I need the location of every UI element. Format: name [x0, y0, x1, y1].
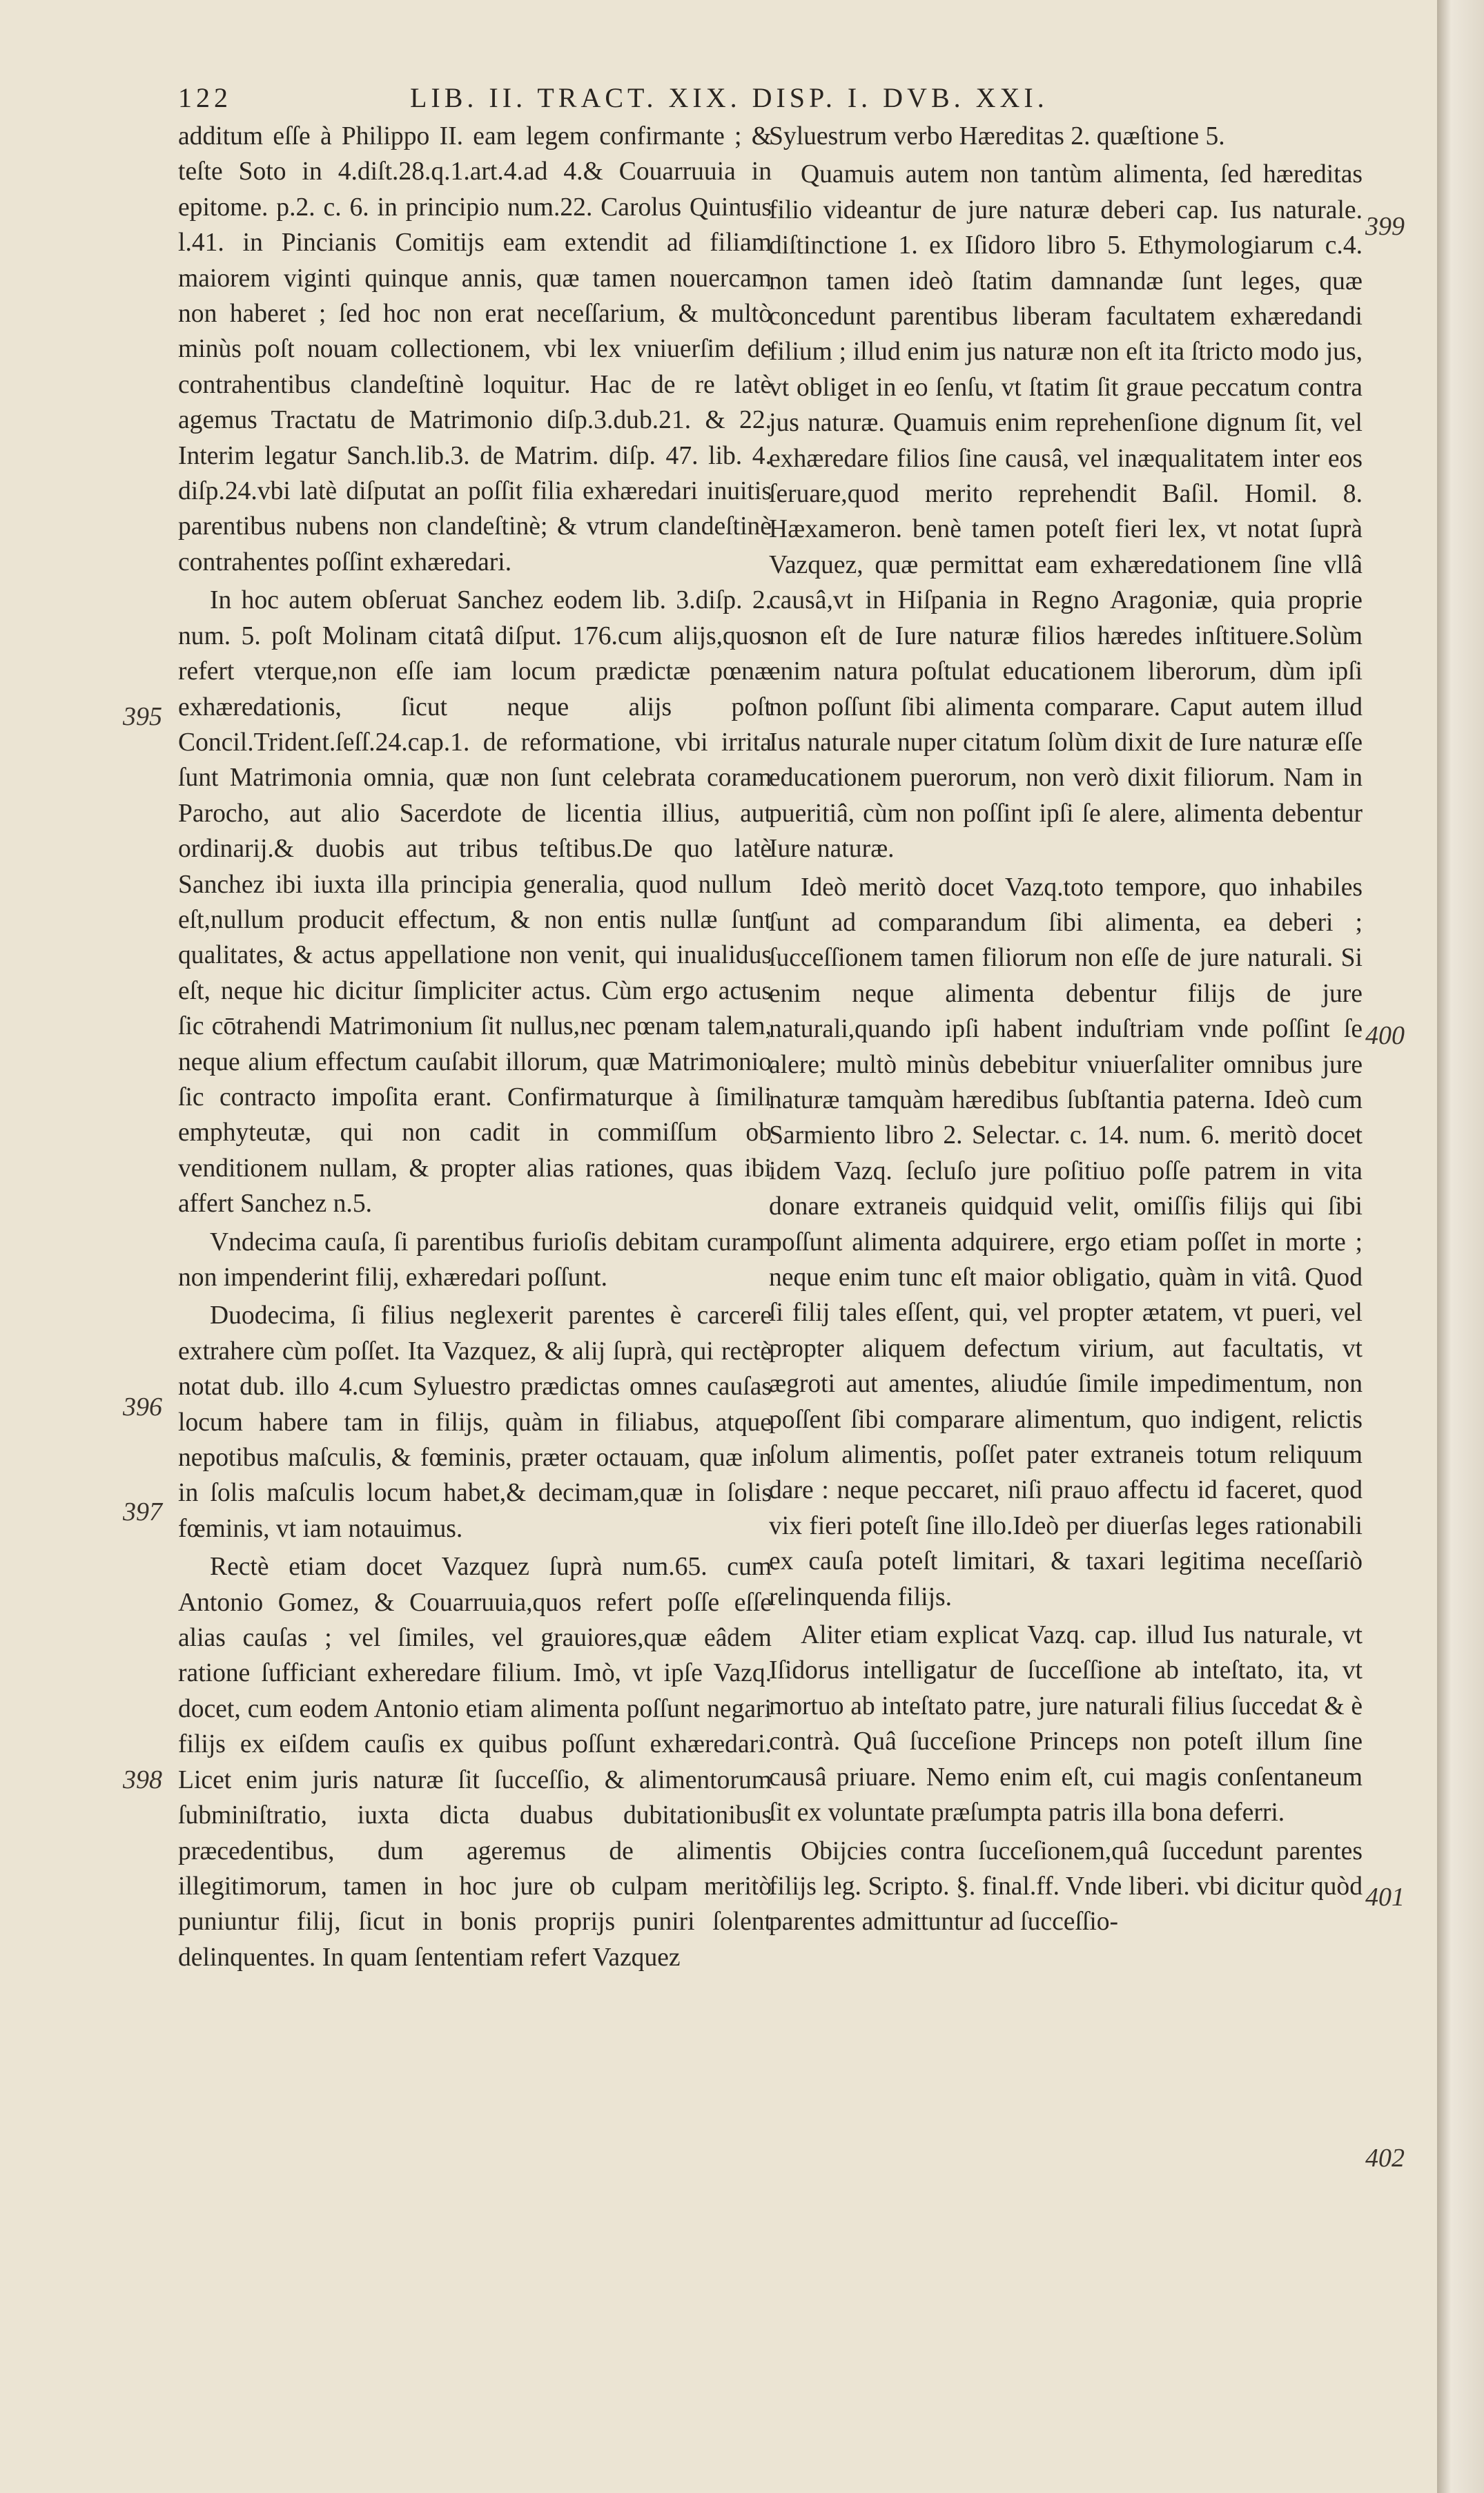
paragraph: Ideò meritò docet Vazq.toto tempore, quo inhabiles ſunt ad comparandum ſibi alimenta, ea deberi ; ſucceſſionem tamen filiorum non eſſe de jure naturali. Si enim neque alimenta debentur filijs de jure naturali,quando ipſi habent induſtriam vnde poſſint ſe alere; multò minùs debebitur vniuerſaliter omnibus jure naturæ tamquàm hæredibus ſubſtantia paterna. Ideò cum Sarmiento libro 2. Selectar. c. 14. num. 6. meritò docet idem Vazq. ſecluſo jure poſitiuo poſſe patrem in vita donare extraneis quidquid velit, omiſſis filijs qui ſibi poſſunt alimenta adquirere, ergo etiam poſſet in morte ; neque enim tunc eſt maior obligatio, quàm in vitâ. Quod ſi filij tales eſſent, qui, vel propter ætatem, vt pueri, vel propter aliquem defectum virium, aut facultatis, vt ægroti aut amentes, aliudúe ſimile impedimentum, non poſſent ſibi comparare alimentum, quo indigent, relictis ſolum alimentis, poſſet pater extraneis totum reliquum dare : neque peccaret, niſi prauo affectu id faceret, quod vix fieri poteſt ſine illo.Ideò per diuerſas leges rationabili ex cauſa poteſt limitari, & taxari legitima neceſſariò relinquenda filijs.	[769, 873, 1363, 1611]
paragraph: Vndecima cauſa, ſi parentibus furioſis debitam curam non impenderint filij, exhæredari poſſunt.	[178, 1228, 772, 1292]
margin-number: 399	[1365, 212, 1405, 241]
page-number: 122	[178, 82, 232, 113]
margin-number: 400	[1365, 1021, 1405, 1050]
paragraph: Obijcies contra ſucceſionem,quâ ſuccedunt parentes filijs leg. Scripto. §. final.ff. Vnde liberi. vbi dicitur quòd parentes admittuntur ad ſucceſſio-	[769, 1836, 1363, 1937]
right-column	[769, 119, 1363, 1940]
margin-number: 398	[123, 1765, 162, 1794]
margin-number: 396	[123, 1393, 162, 1422]
paragraph: Syluestrum verbo Hæreditas 2. quæſtione 5.	[769, 122, 1225, 151]
paragraph: In hoc autem obſeruat Sanchez eodem lib. 3.diſp. 2. num. 5. poſt Molinam citatâ diſput. 176.cum alijs,quos refert vterque,non eſſe iam locum prædictæ pœnæ exhæredationis, ſicut neque alijs poſt Concil.Trident.ſeſſ.24.cap.1. de reformatione, vbi irrita ſunt Matrimonia omnia, quæ non ſunt celebrata coram Parocho, aut alio Sacerdote de licentia illius, aut ordinarij.& duobis aut tribus teſtibus.De quo latè Sanchez ibi iuxta illa principia generalia, quod nullum eſt,nullum producit effectum, & non entis nullæ ſunt qualitates, & actus appellatione non venit, qui inualidus eſt, neque hic dicitur ſimpliciter actus. Cùm ergo actus ſic cōtrahendi Matrimonium ſit nullus,nec pœnam talem, neque alium effectum cauſabit illorum, quæ Matrimonio ſic contracto impoſita erant. Confirmaturque à ſimili emphyteutæ, qui non cadit in commiſſum ob venditionem nullam, & propter alias rationes, quas ibi affert Sanchez n.5.	[178, 586, 772, 1219]
paragraph: Quamuis autem non tantùm alimenta, ſed hæreditas filio videantur de jure naturæ deberi cap. Ius naturale. diſtinctione 1. ex Iſidoro libro 5. Ethymologiarum c.4. non tamen ideò ſtatim damnandæ ſunt leges, quæ concedunt parentibus liberam facultatem exhæredandi filium ; illud enim jus naturæ non eſt ita ſtricto modo jus, vt obliget in eo ſenſu, vt ſtatim ſit graue peccatum contra jus naturæ. Quamuis enim reprehenſione dignum ſit, vel exhæredare filios ſine causâ, vel inæqualitatem inter eos ſeruare,quod merito reprehendit Baſil. Homil. 8. Hæxameron. benè tamen poteſt fieri lex, vt notat ſuprà Vazquez, quæ permittat eam exhæredationem ſine vllâ causâ,vt in Hiſpania in Regno Aragoniæ, quia proprie non eſt de Iure naturæ filios hæredes inſtituere.Solùm enim natura poſtulat educationem liberorum, dùm ipſi non poſſunt ſibi alimenta comparare. Caput autem illud Ius naturale nuper citatum ſolùm dixit de Iure naturæ eſſe educationem puerorum, non verò dixit filiorum. Nam in pueritiâ, cùm non poſſint ipſi ſe alere, alimenta debentur Iure naturæ.	[769, 160, 1363, 864]
paragraph: Duodecima, ſi filius neglexerit parentes è carcere extrahere cùm poſſet. Ita Vazquez, & alij ſuprà, qui rectè notat dub. illo 4.cum Syluestro prædictas omnes cauſas locum habere tam in filijs, quàm in filiabus, atque nepotibus maſculis, & fœminis, præter octauam, quæ in in ſolis maſculis locum habet,& decimam,quæ in ſolis fœminis, vt iam notauimus.	[178, 1301, 772, 1543]
running-title: LIB. II. TRACT. XIX. DISP. I. DVB. XXI.	[410, 82, 1048, 113]
paragraph: Rectè etiam docet Vazquez ſuprà num.65. cum Antonio Gomez, & Couarruuia,quos refert poſſe eſſe alias cauſas ; vel ſimiles, vel grauiores,quæ eâdem ratione ſufficiant exheredare filium. Imò, vt ipſe Vazq. docet, cum eodem Antonio etiam alimenta poſſunt negari filijs ex eiſdem cauſis ex quibus poſſunt exhæredari. Licet enim juris naturæ ſit ſucceſſio, & alimentorum ſubminiſtratio, iuxta dicta duabus dubitationibus præcedentibus, dum ageremus de alimentis illegitimorum, tamen in hoc jure ob culpam meritò puniuntur filij, ſicut in bonis proprijs puniri ſolent delinquentes. In quam ſententiam refert Vazquez	[178, 1553, 772, 1972]
margin-number: 401	[1365, 1883, 1405, 1912]
running-header	[178, 81, 1165, 123]
left-column	[178, 119, 772, 1975]
margin-number: 397	[123, 1497, 162, 1526]
margin-number: 402	[1365, 2144, 1405, 2173]
binding-gutter	[1437, 0, 1484, 2493]
paragraph: Aliter etiam explicat Vazq. cap. illud Ius naturale, vt Iſidorus intelligatur de ſucceſſione ab inteſtato, ita, vt mortuo ab inteſtato patre, jure naturali filius ſuccedat & è contrà. Quâ ſucceſione Princeps non poteſt illum ſine causâ priuare. Nemo enim eſt, cui magis conſentaneum ſit ex voluntate præſumpta patris illa bona deferri.	[769, 1621, 1363, 1827]
margin-number: 395	[123, 702, 162, 731]
paragraph: additum eſſe à Philippo II. eam legem confirmante ; & teſte Soto in 4.diſt.28.q.1.art.4.ad 4.& Couarruuia in epitome. p.2. c. 6. in principio num.22. Carolus Quintus l.41. in Pincianis Comitijs eam extendit ad filiam maiorem viginti quinque annis, quæ tamen nouercam non haberet ; ſed hoc non erat neceſſarium, & multò minùs poſt nouam collectionem, vbi lex vniuerſim de contrahentibus clandeſtinè loquitur. Hac de re latè agemus Tractatu de Matrimonio diſp.3.dub.21. & 22. Interim legatur Sanch.lib.3. de Matrim. diſp. 47. lib. 4. diſp.24.vbi latè diſputat an poſſit filia exhæredari inuitis parentibus nubens non clandeſtinè; & vtrum clandeſtinè contrahentes poſſint exhæredari.	[178, 122, 772, 576]
